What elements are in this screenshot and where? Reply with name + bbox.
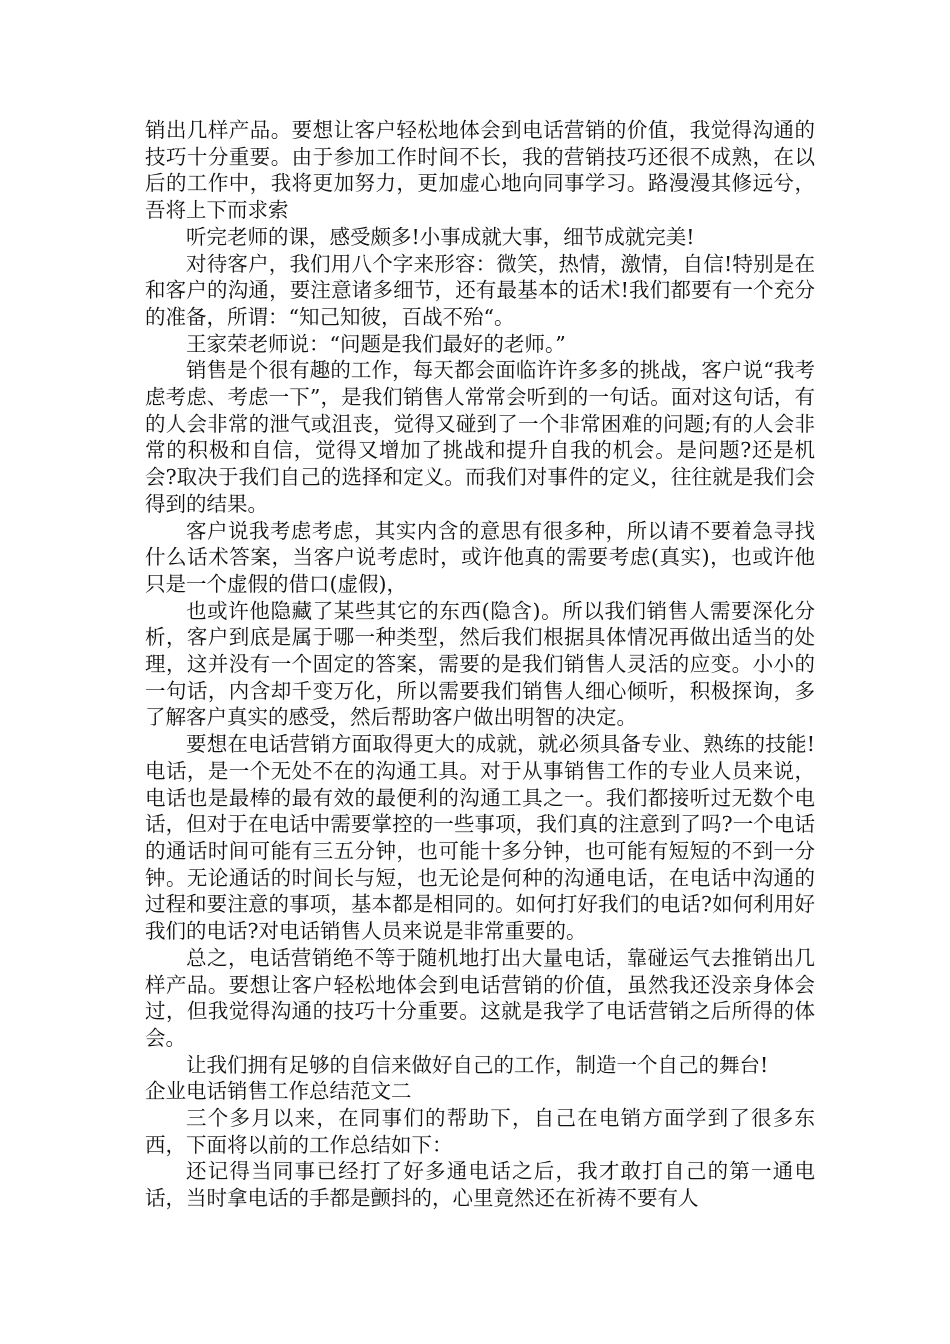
paragraph: 王家荣老师说：“问题是我们最好的老师。”: [186, 331, 566, 356]
paragraph: 听完老师的课，感受颇多!小事成就大事，细节成就完美!: [186, 224, 695, 249]
paragraph: 要想在电话营销方面取得更大的成就，就必须具备专业、熟练的技能!电话，是一个无处不在的沟通工具。对于从事销售工作的专业人员来说，电话也是最棒的最有效的最便利的沟通工具之一。我们都接听过无数个电话，但对于在电话中需要掌控的一些事项，我们真的注意到了吗?一个电话的通话时间可能有三五分钟，也可能十多分钟，也可能有短短的不到一分钟。无论通话的时间长与短，也无论是何种的沟通电话，在电话中沟通的过程和要注意的事项，基本都是相同的。如何打好我们的电话?如何利用好我们的电话?对电话销售人员来说是非常重要的。: [145, 732, 815, 944]
document-body: [145, 117, 815, 1212]
section-heading: 企业电话销售工作总结范文二: [145, 1079, 412, 1104]
paragraph: 三个多月以来，在同事们的帮助下，自己在电销方面学到了很多东西，下面将以前的工作总结如下：: [145, 1106, 815, 1157]
paragraph: 客户说我考虑考虑，其实内含的意思有很多种，所以请不要着急寻找什么话术答案，当客户说考虑时，或许他真的需要考虑(真实)，也或许他只是一个虚假的借口(虚假)，: [145, 518, 815, 596]
paragraph: 总之，电话营销绝不等于随机地打出大量电话，靠碰运气去推销出几样产品。要想让客户轻松地体会到电话营销的价值，虽然我还没亲身体会过，但我觉得沟通的技巧十分重要。这就是我学了电话营销之后所得的体会。: [145, 945, 815, 1050]
paragraph: 销出几样产品。要想让客户轻松地体会到电话营销的价值，我觉得沟通的技巧十分重要。由于参加工作时间不长，我的营销技巧还很不成熟，在以后的工作中，我将更加努力，更加虚心地向同事学习。路漫漫其修远兮，吾将上下而求索: [145, 118, 815, 223]
paragraph: 还记得当同事已经打了好多通电话之后，我才敢打自己的第一通电话，当时拿电话的手都是颤抖的，心里竟然还在祈祷不要有人: [145, 1159, 815, 1211]
paragraph: 对待客户，我们用八个字来形容：微笑，热情，激情，自信!特别是在和客户的沟通，要注意诸多细节，还有最基本的话术!我们都要有一个充分的准备，所谓：“知己知彼，百战不殆“。: [145, 251, 815, 329]
paragraph: 也或许他隐藏了某些其它的东西(隐含)。所以我们销售人需要深化分析，客户到底是属于哪一种类型，然后我们根据具体情况再做出适当的处理，这并没有一个固定的答案，需要的是我们销售人灵活的应变。小小的一句话，内含却千变万化，所以需要我们销售人细心倾听，积极探询，多了解客户真实的感受，然后帮助客户做出明智的决定。: [145, 598, 815, 730]
paragraph: 销售是个很有趣的工作，每天都会面临许许多多的挑战，客户说“我考虑考虑、考虑一下”，是我们销售人常常会听到的一句话。面对这句话，有的人会非常的泄气或沮丧，觉得又碰到了一个非常困难的问题;有的人会非常的积极和自信，觉得又增加了挑战和提升自我的机会。是问题?还是机会?取决于我们自己的选择和定义。而我们对事件的定义，往往就是我们会得到的结果。: [145, 358, 815, 516]
paragraph: 让我们拥有足够的自信来做好自己的工作，制造一个自己的舞台!: [186, 1052, 769, 1077]
